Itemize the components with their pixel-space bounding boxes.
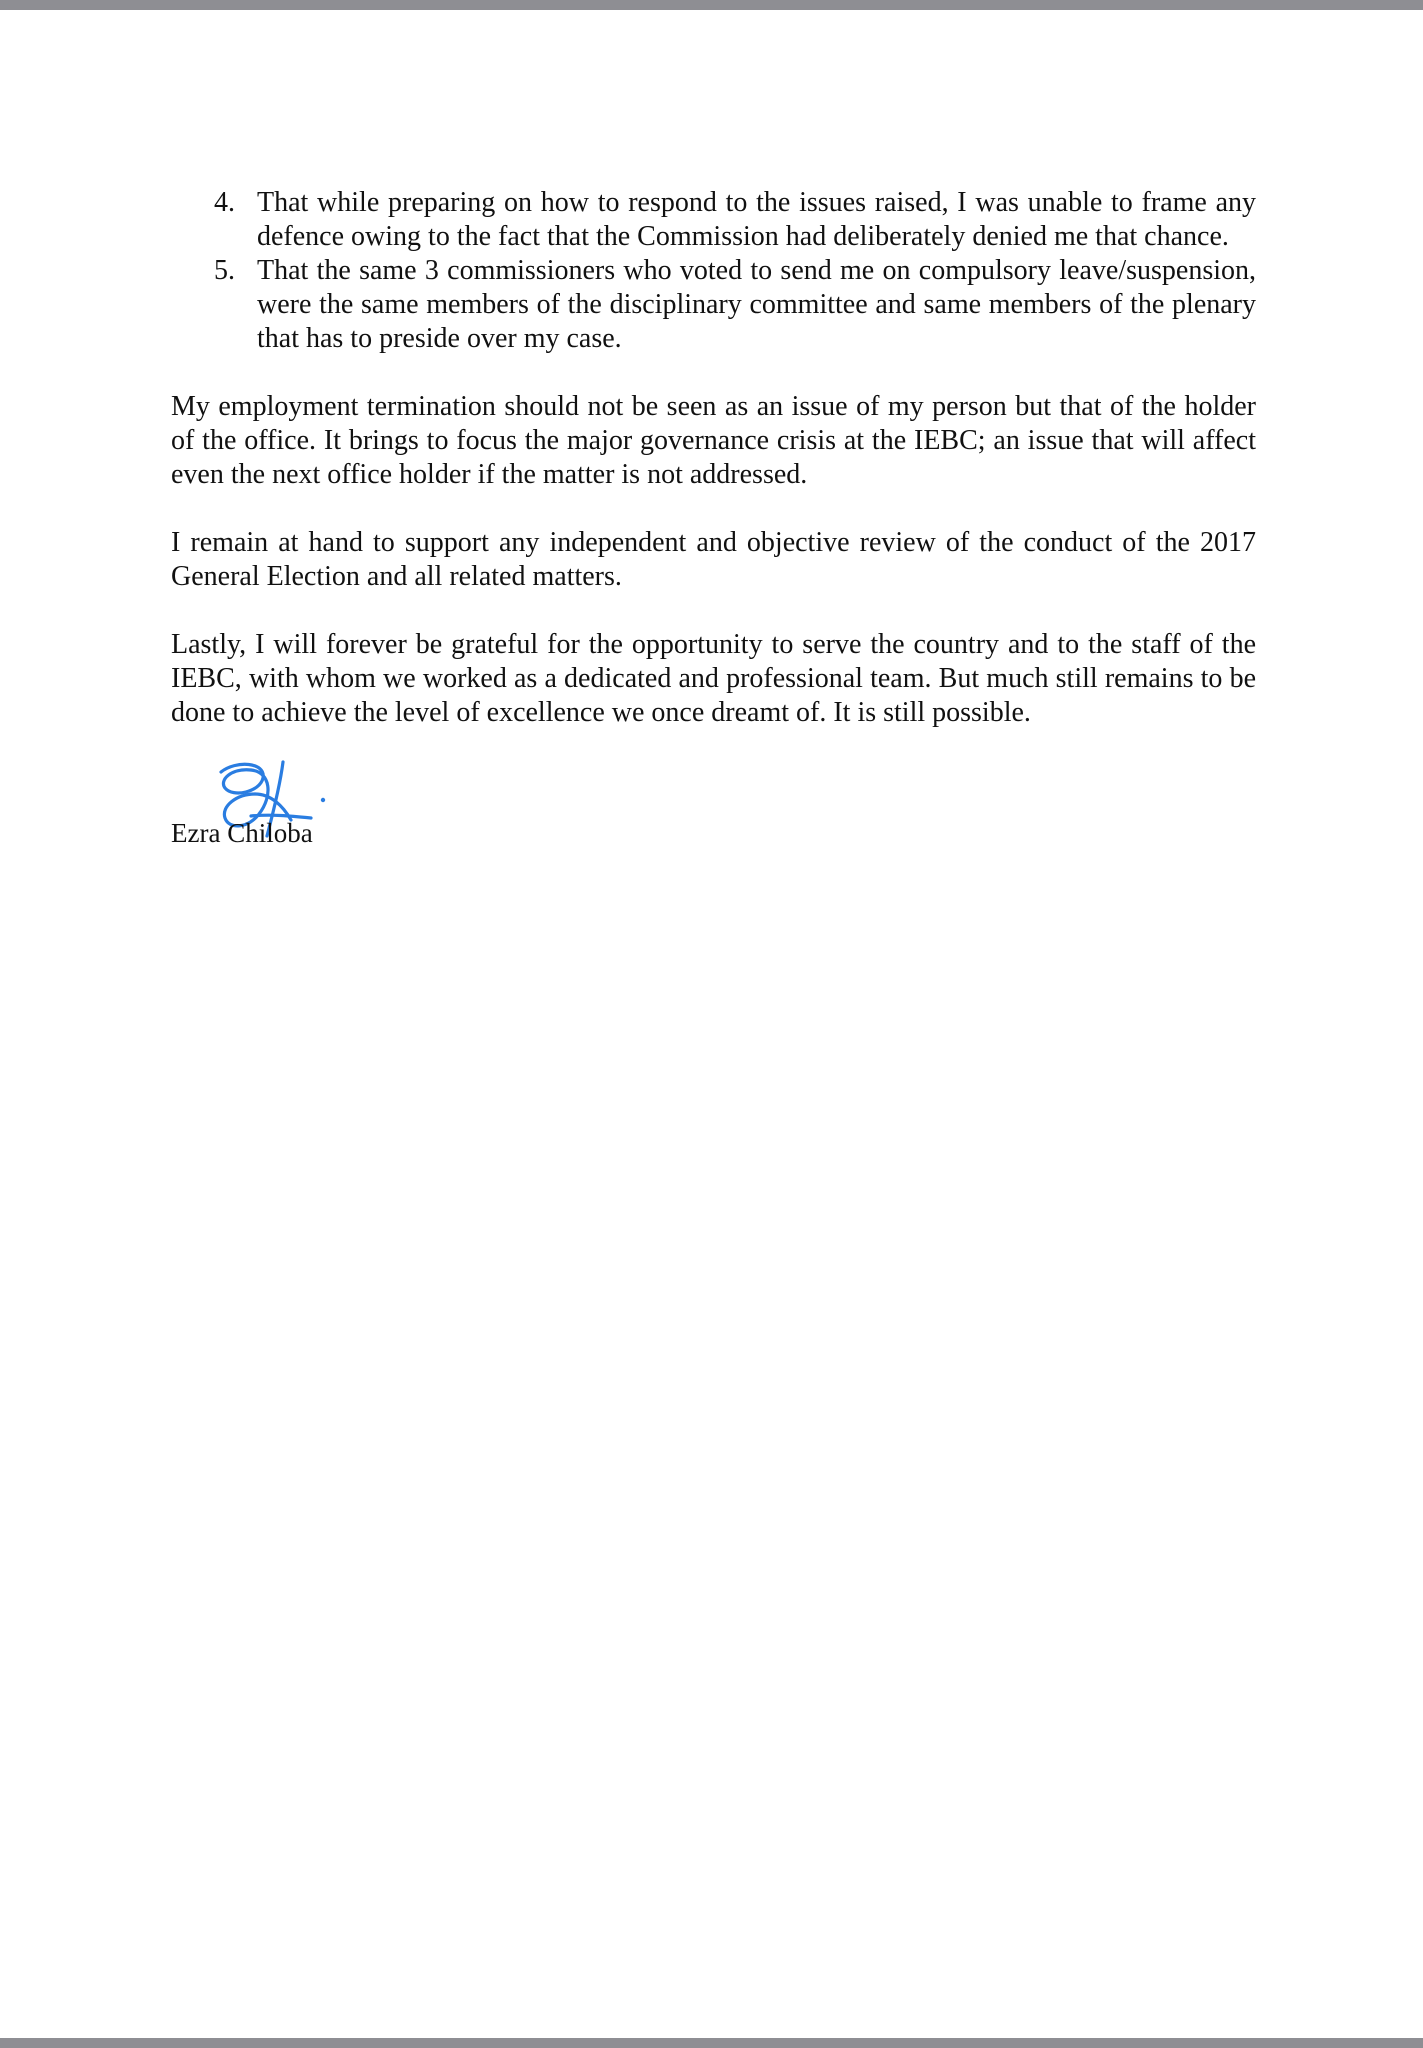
paragraph-review: I remain at hand to support any independent and objective review of the conduct of the 2017 General Election and all related matters. (171, 527, 1256, 592)
viewer-bottom-bar (0, 2038, 1423, 2048)
list-item-text: That the same 3 commissioners who voted to send me on compulsory leave/suspension, were the same members of the disciplinary committee and same members of the plenary that has to preside over my case. (257, 255, 1256, 354)
list-item-number: 4. (214, 187, 235, 218)
viewer-top-bar (0, 0, 1423, 10)
numbered-list (171, 186, 1256, 356)
list-item (171, 254, 1256, 356)
paragraph-gratitude: Lastly, I will forever be grateful for the opportunity to serve the country and to the staff of the IEBC, with whom we worked as a dedicated and professional team. But much still remains to be done to achieve the level of excellence we once dreamt of. It is still possible. (171, 629, 1256, 728)
signatory-name: Ezra Chiloba (171, 818, 313, 848)
signature-block (171, 764, 1256, 856)
paragraph-termination: My employment termination should not be seen as an issue of my person but that of the holder of the office. It brings to focus the major governance crisis at the IEBC; an issue that will affect even the next office holder if the matter is not addressed. (171, 391, 1256, 490)
document-page (0, 10, 1423, 2038)
list-item-number: 5. (214, 255, 235, 286)
document-body (171, 186, 1256, 856)
list-item (171, 186, 1256, 254)
list-item-text: That while preparing on how to respond to the issues raised, I was unable to frame any defence owing to the fact that the Commission had deliberately denied me that chance. (257, 187, 1256, 252)
